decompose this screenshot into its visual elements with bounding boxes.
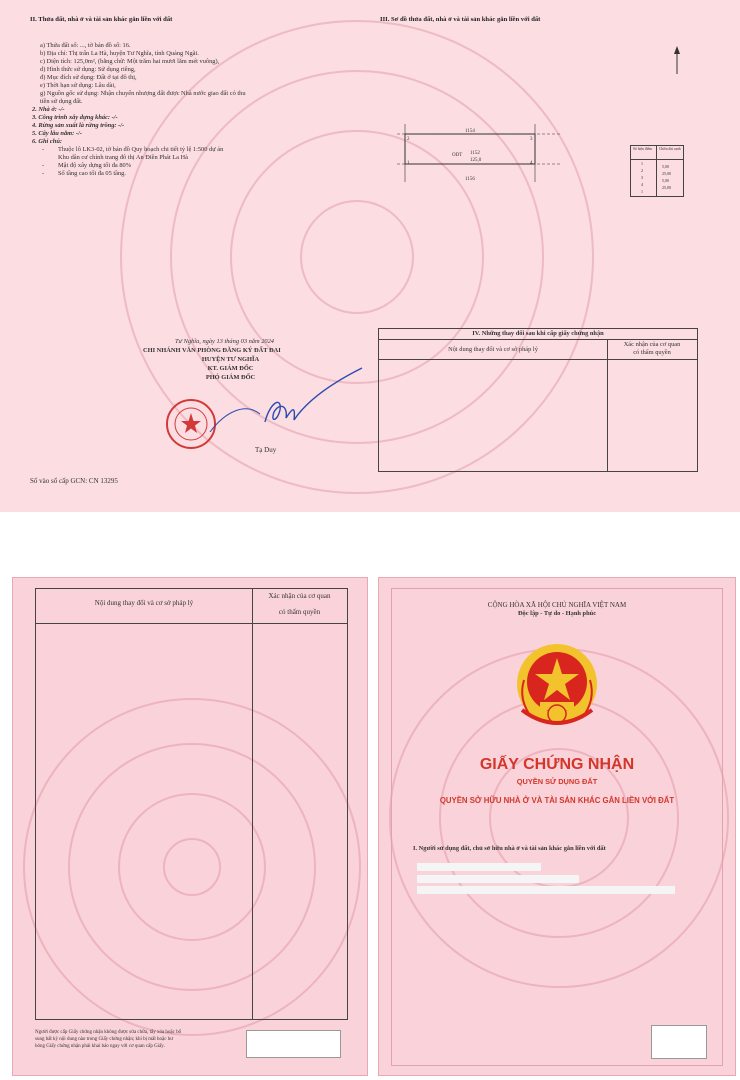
place-date: Tư Nghĩa, ngày 13 tháng 03 năm 2024 bbox=[175, 338, 274, 345]
construction-line: 3. Công trình xây dựng khác: -/- bbox=[32, 114, 118, 121]
certificate-subtitle-2: QUYỀN SỞ HỮU NHÀ Ở VÀ TÀI SẢN KHÁC GẮN LIỀN VỚI ĐẤT bbox=[439, 796, 675, 805]
note-bullet-2: - bbox=[42, 162, 45, 169]
section-2-title: II. Thửa đất, nhà ở và tài sản khác gắn liền với đất bbox=[30, 16, 173, 23]
back-col-1: Nội dung thay đổi và cơ sở pháp lý bbox=[94, 599, 194, 607]
edge-table-point: 1 bbox=[641, 189, 643, 194]
edge-table-head-1: Số hiệu điểm bbox=[633, 147, 652, 151]
back-footer-1: Người được cấp Giấy chứng nhận không được sửa chữa, tẩy xóa hoặc bổ bbox=[35, 1030, 182, 1035]
note-bullet-1: - bbox=[42, 146, 45, 153]
section-3-title: III. Sơ đồ thửa đất, nhà ở và tài sản khác gắn liền với đất bbox=[380, 16, 541, 23]
back-table-divider bbox=[252, 589, 253, 1019]
edge-table-divider bbox=[656, 146, 657, 196]
edge-table-head-2: Chiều dài cạnh bbox=[659, 147, 681, 151]
plot-type-label: ODT bbox=[452, 153, 463, 158]
national-header: CỘNG HÒA XÃ HỘI CHỦ NGHĨA VIỆT NAM bbox=[487, 601, 627, 609]
plot-number-label: 1152 bbox=[470, 151, 480, 156]
edge-table-point: 4 bbox=[641, 182, 643, 187]
signer-name: Tạ Duy bbox=[255, 446, 277, 454]
office-title-2: PHÓ GIÁM ĐỐC bbox=[205, 374, 256, 381]
edge-table-point: 1 bbox=[641, 161, 643, 166]
office-title-1: KT. GIÁM ĐỐC bbox=[207, 365, 254, 372]
parcel-sketch bbox=[395, 122, 575, 192]
note-1a: Thuộc lô LK3-02, tờ bản đồ Quy hoạch chi tiết tỷ lệ 1:500 dự án bbox=[58, 146, 224, 153]
perennial-line: 5. Cây lâu năm: -/- bbox=[32, 130, 82, 137]
changes-table-rule-2 bbox=[379, 359, 697, 360]
forest-line: 4. Rừng sản xuất là rừng trồng: -/- bbox=[32, 122, 125, 129]
parcel-line: a) Thửa đất số: ..., tờ bản đồ số: 16. bbox=[40, 42, 131, 49]
changes-table-rule-1 bbox=[379, 339, 697, 340]
edge-table-point: 3 bbox=[641, 175, 643, 180]
plot-vertex-4: 4 bbox=[530, 161, 533, 166]
owner-heading: I. Người sử dụng đất, chủ sở hữu nhà ở và tài sản khác gắn liền với đất bbox=[413, 845, 606, 852]
house-line: 2. Nhà ở: -/- bbox=[32, 106, 65, 113]
address-line: b) Địa chỉ: Thị trấn La Hà, huyện Tư Nghĩa, tỉnh Quảng Ngãi. bbox=[40, 50, 199, 57]
plot-top-label: 1154 bbox=[465, 129, 475, 134]
plot-vertex-3: 3 bbox=[530, 137, 533, 142]
plot-bottom-label: 1156 bbox=[465, 177, 475, 182]
changes-col-2b: có thẩm quyền bbox=[633, 349, 671, 356]
national-motto: Độc lập - Tự do - Hạnh phúc bbox=[517, 610, 597, 617]
notes-title: 6. Ghi chú: bbox=[32, 138, 63, 145]
signature-mark bbox=[190, 362, 370, 432]
gcn-number: Số vào sổ cấp GCN: CN 13295 bbox=[30, 477, 118, 485]
drum-pattern-center bbox=[300, 200, 414, 314]
back-serial-box bbox=[246, 1030, 341, 1058]
changes-table-divider bbox=[607, 339, 608, 471]
cover-serial-box bbox=[651, 1025, 707, 1059]
back-col-2a: Xác nhận của cơ quan bbox=[268, 592, 331, 600]
plot-vertex-2: 2 bbox=[407, 137, 410, 142]
certificate-inner-page bbox=[0, 0, 740, 512]
purpose-line: đ) Mục đích sử dụng: Đất ở tại đô thị, bbox=[40, 74, 137, 81]
edge-table-length: 25,00 bbox=[662, 185, 671, 190]
certificate-title: GIẤY CHỨNG NHẬN bbox=[479, 756, 635, 773]
note-2: Mật độ xây dựng tối đa 80% bbox=[58, 162, 132, 169]
changes-col-2a: Xác nhận của cơ quan bbox=[623, 341, 681, 348]
back-col-2b: có thẩm quyền bbox=[278, 608, 321, 616]
office-name-2: HUYỆN TƯ NGHĨA bbox=[201, 356, 260, 363]
changes-table-back bbox=[35, 588, 348, 1020]
origin-line-1: g) Nguồn gốc sử dụng: Nhận chuyển nhượng đất được Nhà nước giao đất có thu bbox=[40, 90, 246, 97]
term-line: e) Thời hạn sử dụng: Lâu dài, bbox=[40, 82, 116, 89]
note-3: Số tầng cao tối đa 05 tầng. bbox=[58, 170, 126, 177]
changes-table bbox=[378, 328, 698, 472]
changes-col-1: Nội dung thay đổi và cơ sở pháp lý bbox=[448, 346, 538, 353]
back-footer-2: sung bất kỳ nội dung nào trong Giấy chứng nhận; khi bị mất hoặc hư bbox=[35, 1037, 173, 1042]
edge-table-rule bbox=[631, 159, 683, 160]
origin-line-2: tiền sử dụng đất. bbox=[40, 98, 83, 105]
certificate-back-page bbox=[12, 577, 368, 1076]
edge-length-table bbox=[630, 145, 684, 197]
national-emblem-icon bbox=[512, 640, 602, 732]
edge-table-length: 5,00 bbox=[662, 164, 669, 169]
redacted-owner-line-3 bbox=[417, 886, 675, 894]
area-line: c) Diện tích: 125,0m², (bằng chữ: Một trăm hai mươi lăm mét vuông), bbox=[40, 58, 220, 65]
edge-table-length: 25,00 bbox=[662, 171, 671, 176]
edge-table-point: 2 bbox=[641, 168, 643, 173]
edge-table-length: 5,00 bbox=[662, 178, 669, 183]
note-bullet-3: - bbox=[42, 170, 45, 177]
note-1b: Khu dân cư chỉnh trang đô thị An Điền Phát La Hà bbox=[58, 154, 189, 161]
plot-vertex-1: 1 bbox=[407, 161, 410, 166]
section-4-title: IV. Những thay đổi sau khi cấp giấy chứng nhận bbox=[472, 330, 604, 337]
back-footer-3: hỏng Giấy chứng nhận phải khai báo ngay với cơ quan cấp Giấy. bbox=[35, 1044, 165, 1049]
back-table-rule bbox=[36, 623, 347, 624]
office-name-1: CHI NHÁNH VĂN PHÒNG ĐĂNG KÝ ĐẤT ĐAI bbox=[143, 347, 281, 354]
use-form-line: d) Hình thức sử dụng: Sử dụng riêng, bbox=[40, 66, 136, 73]
certificate-subtitle-1: QUYỀN SỬ DỤNG ĐẤT bbox=[516, 777, 598, 786]
redacted-owner-line-2 bbox=[417, 875, 579, 883]
plot-area-label: 125,0 bbox=[470, 158, 482, 163]
north-arrow-icon bbox=[672, 46, 682, 76]
certificate-cover-page bbox=[378, 577, 736, 1076]
redacted-owner-line-1 bbox=[417, 863, 541, 871]
